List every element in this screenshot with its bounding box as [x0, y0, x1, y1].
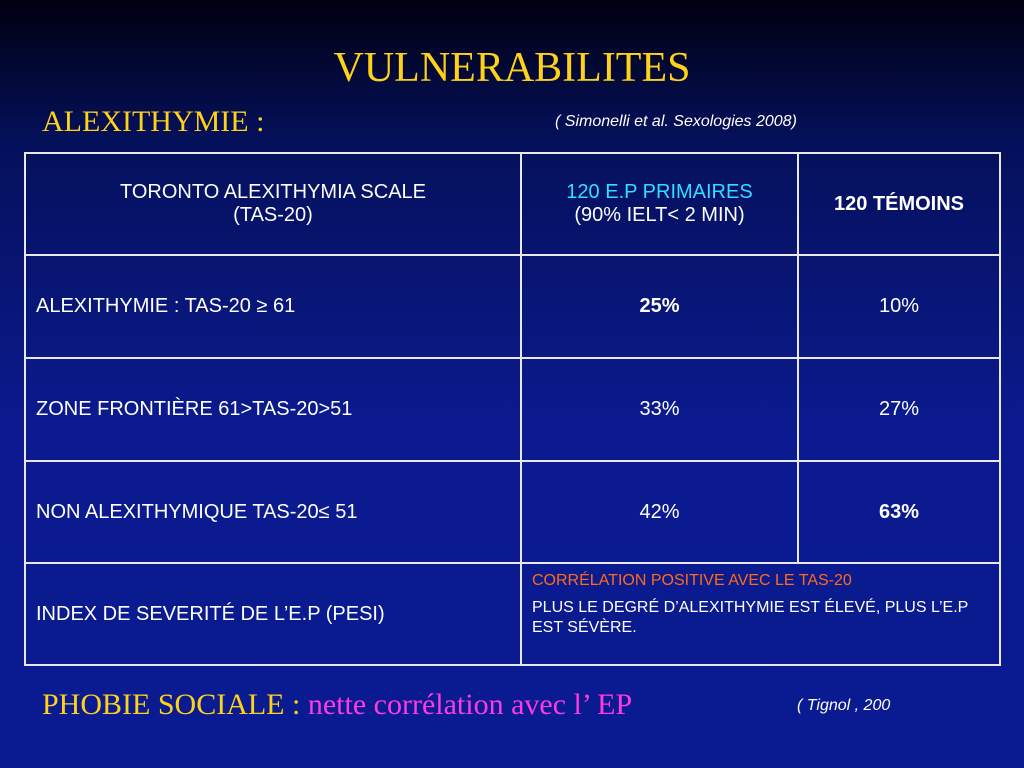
reference-citation-top: ( Simonelli et al. Sexologies 2008): [555, 113, 797, 130]
row-temoins-value: 10%: [798, 255, 1000, 358]
pesi-note-cell: [521, 563, 1000, 665]
pesi-note-line2: PLUS LE DEGRÉ D’ALEXITHYMIE EST ÉLEVÉ, PLUS L’E.P EST SÉVÈRE.: [532, 599, 969, 636]
table-row-pesi: [25, 563, 1000, 665]
results-table: [24, 152, 1001, 666]
header-ep-line2: (90% IELT< 2 MIN): [574, 204, 745, 226]
table-row: [25, 358, 1000, 461]
table-row: [25, 461, 1000, 563]
header-ep-line1: 120 E.P PRIMAIRES: [566, 181, 753, 203]
table-header-row: [25, 153, 1000, 255]
header-tas-line2: (TAS-20): [233, 204, 313, 226]
header-temoins: 120 TÉMOINS: [798, 153, 1000, 255]
row-ep-value: 25%: [521, 255, 798, 358]
row-label: INDEX DE SEVERITÉ DE L’E.P (PESI): [25, 563, 521, 665]
header-ep-primaires: [521, 153, 798, 255]
header-tas-scale: [25, 153, 521, 255]
pesi-note-line1: CORRÉLATION POSITIVE AVEC LE TAS-20: [532, 572, 852, 589]
row-ep-value: 33%: [521, 358, 798, 461]
slide-title: VULNERABILITES: [333, 45, 691, 91]
header-tas-line1: TORONTO ALEXITHYMIA SCALE: [119, 181, 426, 203]
footer-text: nette corrélation avec l’ EP: [300, 688, 633, 721]
row-temoins-value: 63%: [798, 461, 1000, 563]
row-label: ALEXITHYMIE : TAS-20 ≥ 61: [25, 255, 521, 358]
row-label: ZONE FRONTIÈRE 61>TAS-20>51: [25, 358, 521, 461]
row-ep-value: 42%: [521, 461, 798, 563]
footer-label: PHOBIE SOCIALE :: [42, 688, 301, 721]
row-label: NON ALEXITHYMIQUE TAS-20≤ 51: [25, 461, 521, 563]
reference-citation-bottom: ( Tignol , 200: [797, 697, 891, 714]
row-temoins-value: 27%: [798, 358, 1000, 461]
section-subtitle: ALEXITHYMIE :: [42, 105, 265, 138]
table-row: [25, 255, 1000, 358]
footer-phobie-sociale: [42, 688, 632, 722]
